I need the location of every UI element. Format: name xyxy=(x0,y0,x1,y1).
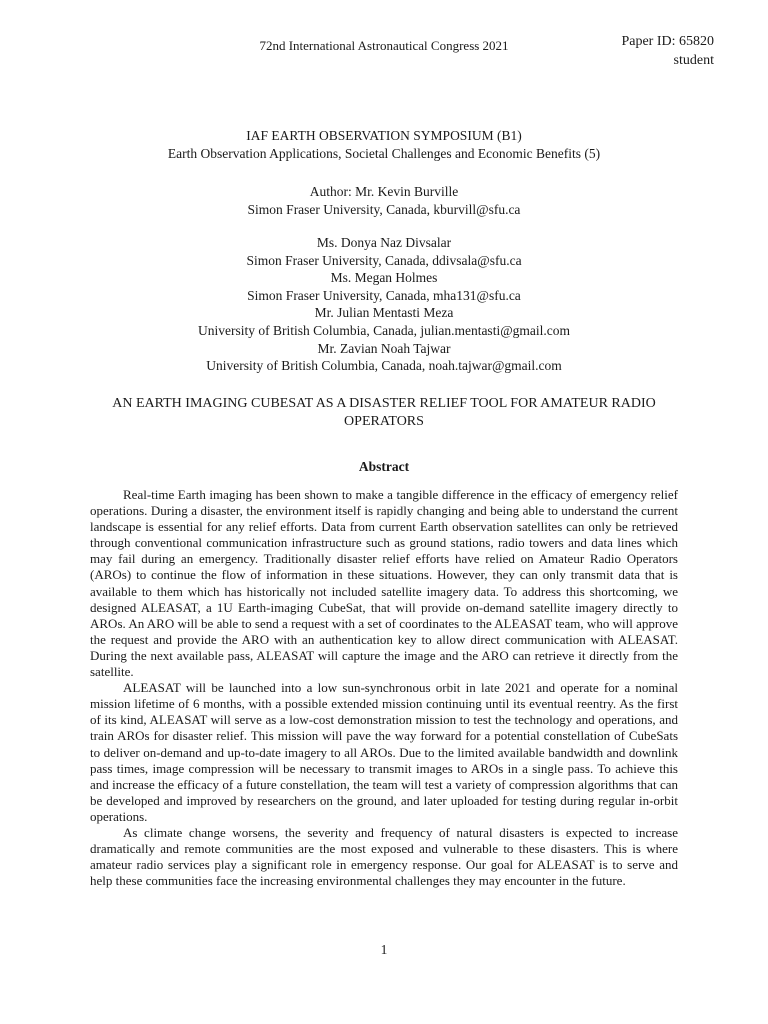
conference-header: 72nd International Astronautical Congress 2021 xyxy=(259,38,509,53)
coauthor-affiliation: Simon Fraser University, Canada, ddivsala@sfu.ca xyxy=(246,252,522,268)
page-number: 1 xyxy=(380,942,388,957)
coauthor-affiliation: University of British Columbia, Canada, julian.mentasti@gmail.com xyxy=(197,322,570,338)
paper-id-block xyxy=(621,32,714,70)
paper-id: Paper ID: 65820 xyxy=(621,34,714,49)
paper-title: AN EARTH IMAGING CUBESAT AS A DISASTER RELIEF TOOL FOR AMATEUR RADIO OPERATORS xyxy=(112,396,656,429)
symposium-block xyxy=(0,127,768,162)
paper-type: student xyxy=(673,53,714,68)
author-block xyxy=(0,183,768,218)
author-affiliation: Simon Fraser University, Canada, kburvill@sfu.ca xyxy=(247,201,521,217)
coauthor-name: Mr. Zavian Noah Tajwar xyxy=(317,340,451,356)
coauthor-name: Ms. Megan Holmes xyxy=(330,270,438,286)
coauthors-block xyxy=(0,234,768,375)
symposium-name: IAF EARTH OBSERVATION SYMPOSIUM (B1) xyxy=(246,128,522,143)
coauthor-affiliation: Simon Fraser University, Canada, mha131@sfu.ca xyxy=(247,287,521,303)
symposium-session: Earth Observation Applications, Societal Challenges and Economic Benefits (5) xyxy=(167,145,601,161)
abstract-paragraph: Real-time Earth imaging has been shown to make a tangible difference in the efficacy of emergency relief operations. During a disaster, the environment itself is rapidly changing and being able to understand the current landscape is essential for any relief efforts. Data from current Earth observation satellites can only be retrieved through conventional communication infrastructure such as ground stations, radio towers and data lines which may fail during an emergency. Traditionally disaster relief efforts have relied on Amateur Radio Operators (AROs) to continue the flow of information in these situations. However, they can only transmit data that is available to them which has historically not included satellite imagery data. To address this shortcoming, we designed ALEASAT, a 1U Earth-imaging CubeSat, that will provide on-demand satellite imagery directly to AROs. An ARO will be able to send a request with a set of coordinates to the ALEASAT team, who will approve the request and provide the ARO with an authentication key to allow direct communication with ALEASAT. During the next available pass, ALEASAT will capture the image and the ARO can retrieve it directly from the satellite. xyxy=(90,487,678,680)
abstract-paragraph: As climate change worsens, the severity and frequency of natural disasters is expected to increase dramatically and remote communities are the most exposed and vulnerable to these disasters. This is where amateur radio services play a significant role in emergency response. Our goal for ALEASAT is to serve and help these communities face the increasing environmental challenges they may encounter in the future. xyxy=(90,824,678,889)
coauthor-name: Mr. Julian Mentasti Meza xyxy=(314,305,454,321)
abstract-heading: Abstract xyxy=(358,459,410,474)
abstract-body xyxy=(90,487,678,889)
coauthor-name: Ms. Donya Naz Divsalar xyxy=(316,235,452,250)
author-name: Author: Mr. Kevin Burville xyxy=(309,184,459,199)
abstract-paragraph: ALEASAT will be launched into a low sun-synchronous orbit in late 2021 and operate for a nominal mission lifetime of 6 months, with a possible extended mission continuing until its eventual reentry. As the first of its kind, ALEASAT will serve as a low-cost demonstration mission to test the technology and operations, and train AROs for disaster relief. This mission will pave the way forward for a potential constellation of CubeSats to deliver on-demand and up-to-date imagery to all AROs. Due to the limited available bandwidth and downlink pass times, image compression will be necessary to transmit images to AROs in a single pass. To achieve this and increase the efficacy of a future constellation, the team will test a variety of compression algorithms that can be developed and improved by researchers on the ground, and later uploaded for testing during regular in-orbit operations. xyxy=(90,680,678,824)
coauthor-affiliation: University of British Columbia, Canada, noah.tajwar@gmail.com xyxy=(206,358,562,374)
